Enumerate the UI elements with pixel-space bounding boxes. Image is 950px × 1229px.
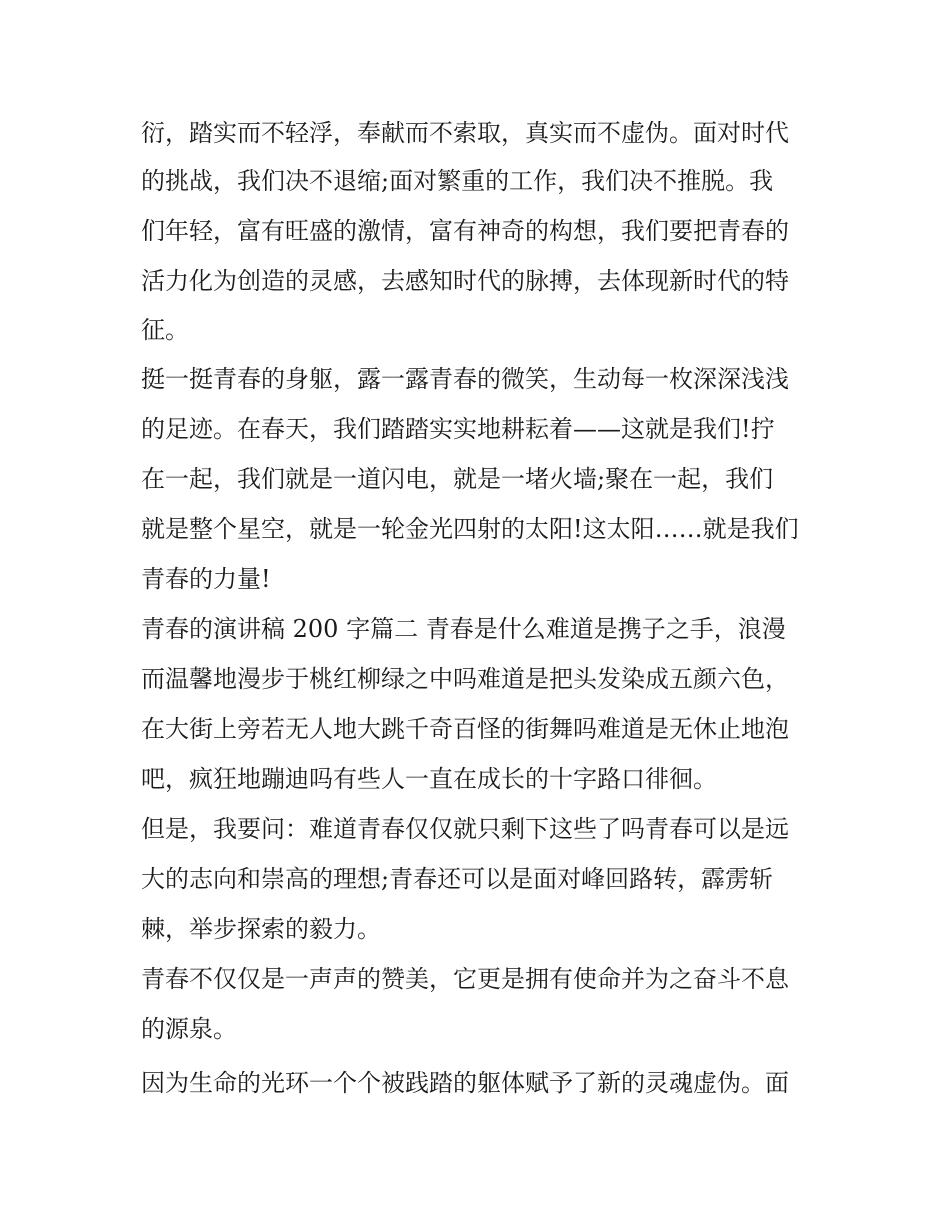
text-line: 而温馨地漫步于桃红柳绿之中吗难道是把头发染成五颜六色， <box>141 665 789 693</box>
text-line: 活力化为创造的灵感，去感知时代的脉搏，去体现新时代的特 <box>141 267 789 295</box>
text-line: 因为生命的光环一个个被践踏的躯体赋予了新的灵魂虚伪。面 <box>141 1069 789 1097</box>
text-line: 棘，举步探索的毅力。 <box>141 915 381 943</box>
text-line: 吧，疯狂地蹦迪吗有些人一直在成长的十字路口徘徊。 <box>141 765 717 793</box>
text-line: 的源泉。 <box>141 1015 237 1043</box>
text-line: 的挑战，我们决不退缩;面对繁重的工作，我们决不推脱。我 <box>141 167 774 195</box>
text-line: 的足迹。在春天，我们踏踏实实地耕耘着——这就是我们!拧 <box>141 415 775 443</box>
text-line: 大的志向和崇高的理想;青春还可以是面对峰回路转，霹雳斩 <box>141 865 774 893</box>
text-line: 在一起，我们就是一道闪电，就是一堵火墙;聚在一起，我们 <box>141 465 774 493</box>
text-line: 青春不仅仅是一声声的赞美，它更是拥有使命并为之奋斗不息 <box>141 965 789 993</box>
text-line: 挺一挺青春的身躯，露一露青春的微笑，生动每一枚深深浅浅 <box>141 365 789 393</box>
text-line: 在大街上旁若无人地大跳千奇百怪的街舞吗难道是无休止地泡 <box>141 715 789 743</box>
text-line: 征。 <box>141 316 189 344</box>
text-line: 青春的力量! <box>141 565 271 593</box>
text-line: 但是，我要问：难道青春仅仅就只剩下这些了吗青春可以是远 <box>141 815 789 843</box>
text-line: 衍，踏实而不轻浮，奉献而不索取，真实而不虚伪。面对时代 <box>141 119 789 147</box>
text-line: 们年轻，富有旺盛的激情，富有神奇的构想，我们要把青春的 <box>141 217 789 245</box>
text-line: 就是整个星空，就是一轮金光四射的太阳!这太阳……就是我们 <box>141 515 799 543</box>
text-line: 青春的演讲稿 200 字篇二 青春是什么难道是携子之手，浪漫 <box>141 615 786 643</box>
